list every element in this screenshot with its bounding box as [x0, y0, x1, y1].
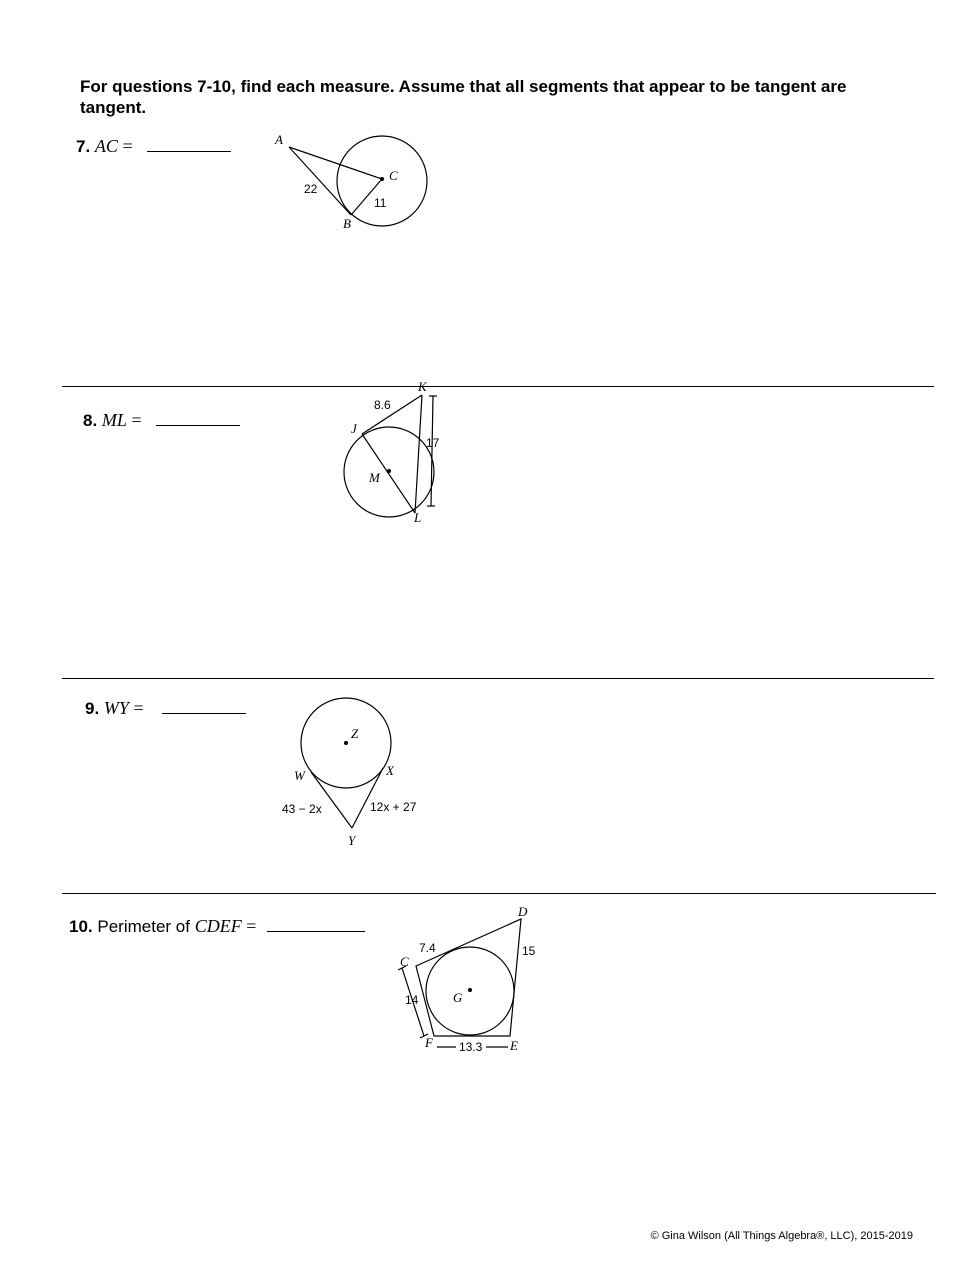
equals-sign: =: [117, 136, 133, 156]
quadrilateral-cdef: [416, 919, 521, 1036]
point-label-c: C: [400, 954, 409, 969]
dimension-line-kl: [431, 396, 433, 506]
length-de: 15: [522, 944, 536, 958]
instructions: For questions 7-10, find each measure. Assume that all segments that appear to be tangent are tangent.: [80, 77, 847, 117]
point-label-c: C: [389, 168, 398, 183]
length-jk: 8.6: [374, 398, 391, 412]
length-ab: 22: [304, 182, 318, 196]
point-label-m: M: [369, 470, 380, 485]
equals-sign: =: [128, 698, 144, 718]
point-label-y: Y: [348, 833, 356, 848]
point-label-z: Z: [351, 726, 359, 741]
length-kl: 17: [426, 436, 440, 450]
point-label-f: F: [425, 1035, 433, 1050]
question-label: AC: [94, 136, 118, 156]
length-cd: 7.4: [419, 941, 436, 955]
question-label: WY: [103, 698, 129, 718]
point-label-k: K: [418, 379, 427, 394]
center-point-c: [380, 177, 384, 181]
point-label-d: D: [518, 904, 528, 919]
segment-jk: [362, 395, 422, 434]
tangent-xy: [352, 768, 383, 828]
center-point-m: [387, 469, 391, 473]
point-label-b: B: [343, 216, 351, 231]
question-number: 8.: [83, 411, 98, 430]
length-bc: 11: [374, 196, 387, 210]
equals-sign: =: [126, 410, 142, 430]
point-label-a: A: [275, 132, 283, 147]
length-cf: 14: [405, 993, 419, 1007]
question-label: ML: [101, 410, 127, 430]
point-label-w: W: [294, 768, 305, 783]
tangent-wy: [311, 772, 352, 828]
point-label-e: E: [510, 1038, 518, 1053]
question-label: CDEF: [194, 916, 242, 936]
point-label-j: J: [351, 421, 357, 436]
length-xy: 12x + 27: [370, 800, 417, 814]
question-number: 10.: [69, 917, 93, 936]
point-label-x: X: [386, 763, 394, 778]
length-wy: 43 − 2x: [282, 802, 322, 816]
center-point-z: [344, 741, 348, 745]
question-prefix: Perimeter of: [97, 917, 190, 936]
center-point-g: [468, 988, 472, 992]
point-label-g: G: [453, 990, 463, 1005]
length-fe: 13.3: [459, 1040, 483, 1054]
point-label-l: L: [414, 510, 422, 525]
question-number: 7.: [76, 137, 91, 156]
tangent-kl: [415, 395, 422, 513]
question-number: 9.: [85, 699, 100, 718]
copyright-footer: © Gina Wilson (All Things Algebra®, LLC), 2015-2019: [650, 1230, 913, 1242]
equals-sign: =: [241, 916, 257, 936]
